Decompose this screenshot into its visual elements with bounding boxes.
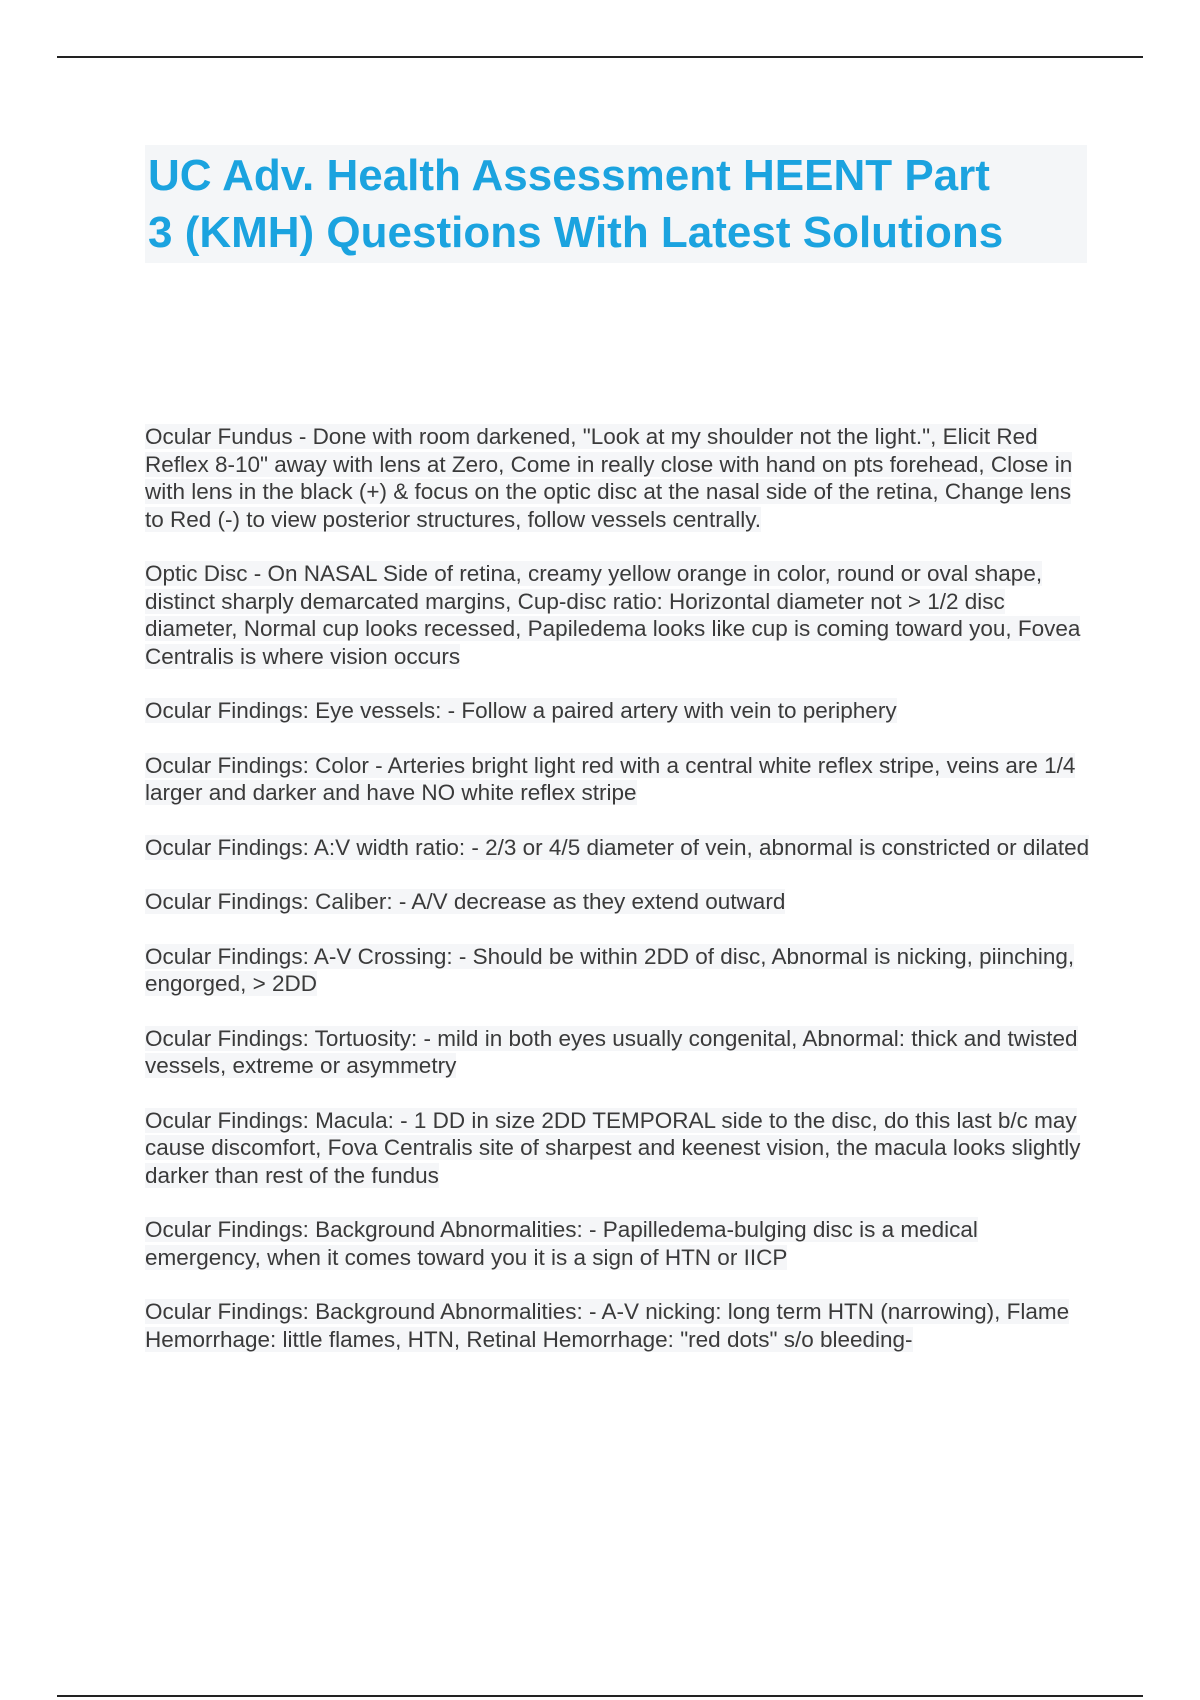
top-rule: [57, 56, 1143, 58]
qa-item-color: [145, 752, 1090, 807]
qa-item-text: Ocular Findings: Caliber: - A/V decrease as they extend outward: [145, 889, 786, 914]
qa-item-text: Ocular Findings: Tortuosity: - mild in both eyes usually congenital, Abnormal: thick and twisted vessels, extreme or asymmetry: [145, 1025, 1078, 1078]
qa-item-text: Ocular Findings: Background Abnormalities: - A-V nicking: long term HTN (narrowing), Flame Hemorrhage: little flames, HTN, Retinal Hemorrhage: "red dots" s/o bleeding-: [145, 1299, 1070, 1352]
qa-item-text: Ocular Findings: A:V width ratio: - 2/3 or 4/5 diameter of vein, abnormal is constricted or dilated: [145, 834, 1090, 860]
qa-item-eye-vessels: [145, 697, 1090, 725]
title-line-2: 3 (KMH) Questions With Latest Solutions: [148, 208, 1004, 257]
qa-item-text: Ocular Findings: A-V Crossing: - Should be within 2DD of disc, Abnormal is nicking, piinching, engorged, > 2DD: [145, 943, 1075, 996]
qa-list: [145, 423, 1090, 1380]
qa-item-caliber: [145, 888, 1090, 916]
qa-item-text: Optic Disc - On NASAL Side of retina, creamy yellow orange in color, round or oval shape, distinct sharply demarcated margins, Cup-disc ratio: Horizontal diameter not > 1/2 disc diameter, Normal cup looks recessed, Papiledema looks like cup is coming toward you, Fovea Centralis is where vision occurs: [145, 561, 1081, 669]
qa-item-ocular-fundus: [145, 423, 1090, 533]
qa-item-optic-disc: [145, 560, 1090, 670]
title-line-1: UC Adv. Health Assessment HEENT Part: [148, 151, 990, 200]
bottom-rule: [57, 1695, 1143, 1697]
qa-item-text: Ocular Findings: Background Abnormalities: - Papilledema-bulging disc is a medical emergency, when it comes toward you it is a sign of HTN or IICP: [145, 1217, 978, 1270]
qa-item-text: Ocular Findings: Eye vessels: - Follow a paired artery with vein to periphery: [145, 698, 897, 723]
qa-item-av-width-ratio: [145, 834, 1090, 862]
page-title: [145, 145, 1087, 263]
qa-item-tortuosity: [145, 1025, 1090, 1080]
qa-item-text: Ocular Findings: Macula: - 1 DD in size 2DD TEMPORAL side to the disc, do this last b/c may cause discomfort, Fova Centralis site of sharpest and keenest vision, the macula looks slightly darker than rest of the fundus: [145, 1107, 1081, 1188]
qa-item-text: Ocular Fundus - Done with room darkened, "Look at my shoulder not the light.", Elicit Red Reflex 8-10" away with lens at Zero, Come in really close with hand on pts forehead, Close in with lens in the black (+) & focus on the optic disc at the nasal side of the retina, Change lens to Red (-) to view posterior structures, follow vessels centrally.: [145, 424, 1073, 532]
qa-item-macula: [145, 1107, 1090, 1190]
qa-item-av-crossing: [145, 943, 1090, 998]
qa-item-background-abnormalities-1: [145, 1216, 1090, 1271]
qa-item-background-abnormalities-2: [145, 1298, 1090, 1353]
qa-item-text: Ocular Findings: Color - Arteries bright light red with a central white reflex stripe, veins are 1/4 larger and darker and have NO white reflex stripe: [145, 752, 1076, 805]
